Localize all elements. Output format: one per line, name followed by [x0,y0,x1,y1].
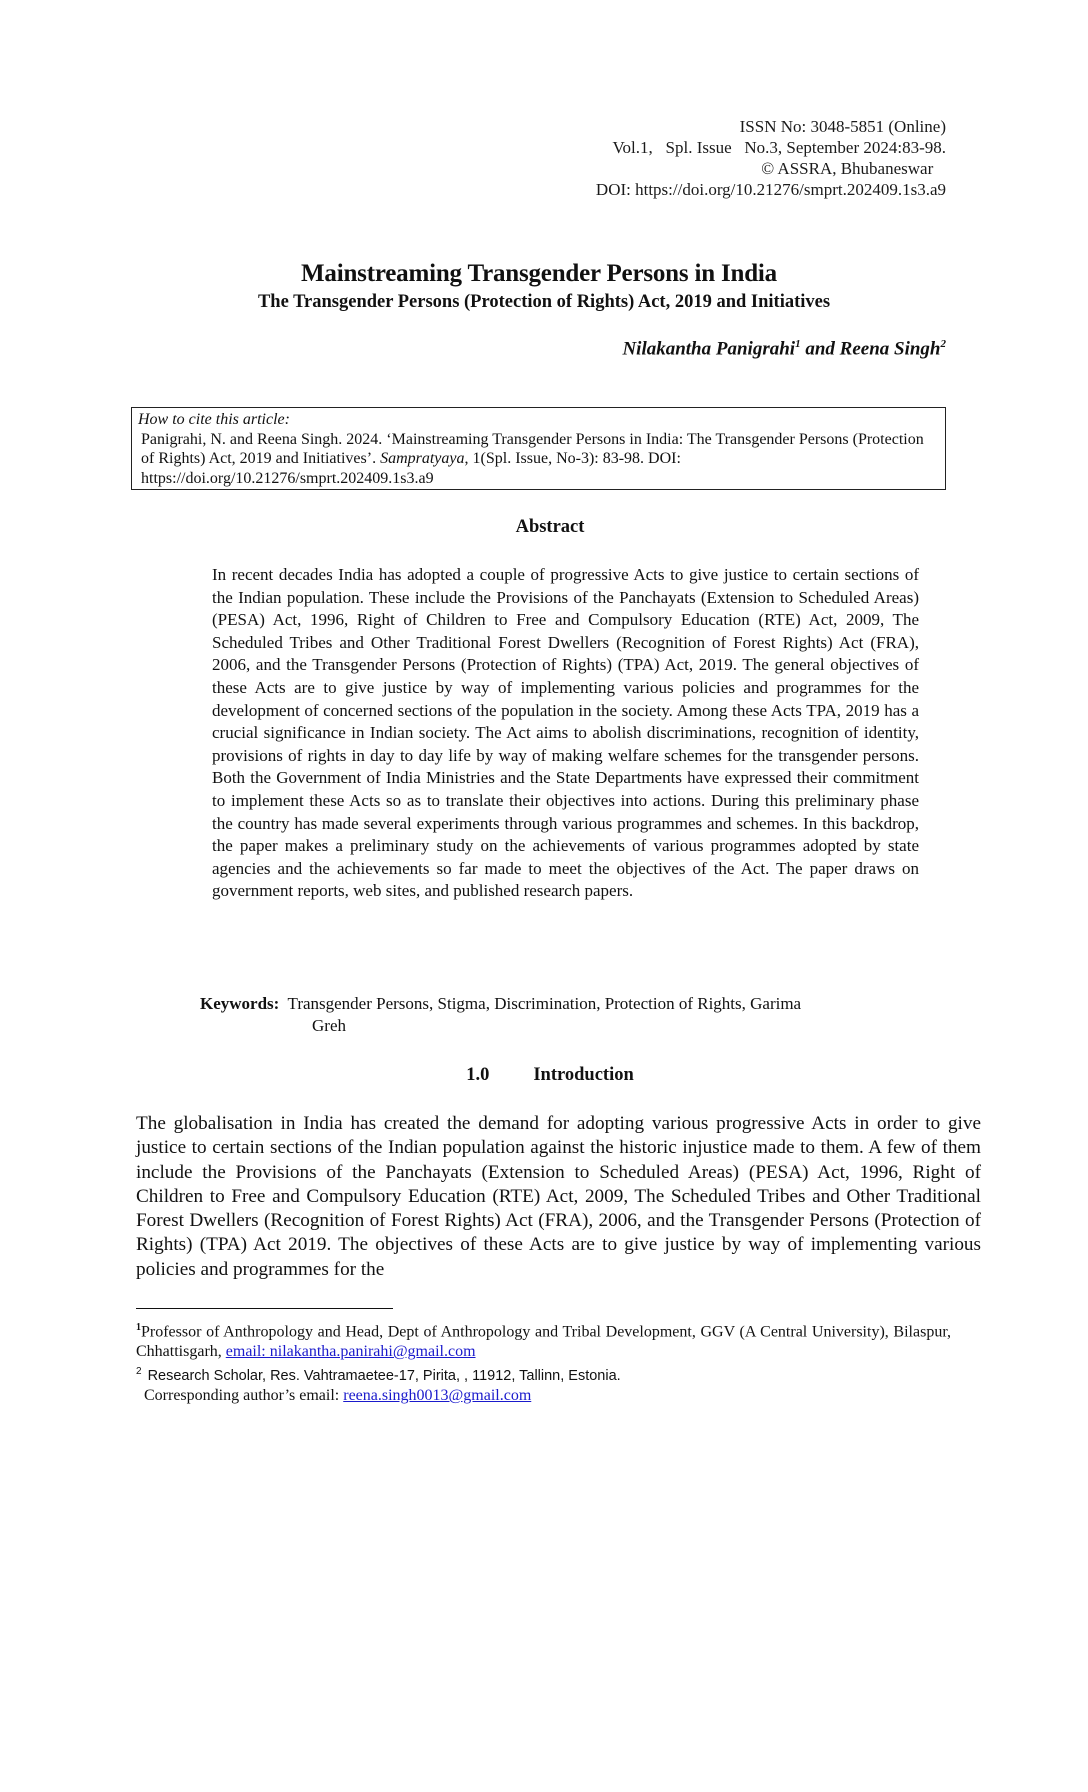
footnote-1 [136,1318,951,1362]
volume-info: Vol.1, Spl. Issue No.3, September 2024:83-98. [612,138,946,157]
corresponding-author-email-link[interactable]: reena.singh0013@gmail.com [343,1387,532,1405]
keywords-line-2: Greh [312,1016,346,1035]
authors [622,338,946,360]
citation-journal: Sampratyaya [380,450,465,467]
author-1: Nilakantha Panigrahi [622,338,796,360]
section-heading-introduction [0,1065,1088,1086]
footnotes [136,1318,951,1406]
publisher: © ASSRA, Bhubaneswar [761,159,946,178]
keywords-line-1: Transgender Persons, Stigma, Discrimination, Protection of Rights, Garima [287,994,802,1013]
footnote-1-mark: 1 [136,1322,141,1333]
abstract-body: In recent decades India has adopted a couple of progressive Acts to give justice to certain sections of the Indian population. These include the Provisions of the Panchayats (Extension to Scheduled Areas) (PESA) Act, 1996, Right of Children to Free and Compulsory Education (RTE) Act, 2009, The Scheduled Tribes and Other Traditional Forest Dwellers (Recognition of Forest Rights) Act (FRA), 2006, and the Transgender Persons (Protection of Rights) (TPA) Act, 2019. The general objectives of these Acts are to give justice by way of implementing various policies and programmes for the development of concerned sections of the population in the society. Among these Acts TPA, 2019 has a crucial significance in Indian society. The Act aims to abolish discriminations, recognition of identity, provisions of rights in day to day life by way of making welfare schemes for the transgender persons. Both the Government of India Ministries and the State Departments have expressed their commitment to implement these Acts so as to translate their objectives into actions. During this preliminary phase the country has made several experiments through various programmes and schemes. In this backdrop, the paper makes a preliminary study on the achievements of various programmes adopted by state agencies and the achievements so far made to meet the objectives of the Act. The paper draws on government reports, web sites, and published research papers. [212,565,919,901]
paper-title-main: Mainstreaming Transgender Persons in India [301,260,777,287]
doi: DOI: https://doi.org/10.21276/smprt.202409.1s3.a9 [595,180,946,199]
citation-text-end: , 1(Spl. Issue, No-3): 83-98. DOI: https://doi.org/10.21276/smprt.202409.1s3.a9 [141,450,681,487]
corresponding-author [136,1386,951,1406]
citation-text-start: Panigrahi, N. and Reena Singh. 2024. ‘Mainstreaming Transgender Persons in India: The Transgender Persons (Protection of Rights) Act, 2019 and Initiatives’. [141,430,924,467]
introduction-body: The globalisation in India has created the demand for adopting various progressive Acts in order to give justice to certain sections of the Indian population against the historic injustice made to them. A few of them include the Provisions of the Panchayats (Extension to Scheduled Areas) (PESA) Act, 1996, Right of Children to Free and Compulsory Education (RTE) Act, 2009, The Scheduled Tribes and Other Traditional Forest Dwellers (Recognition of Forest Rights) Act (FRA), 2006, and the Transgender Persons (Protection of Rights) (TPA) Act 2019. The objectives of these Acts are to give justice by way of implementing various policies and programmes for the [136,1113,981,1280]
footnote-2-mark: 2 [136,1366,142,1378]
paper-title [0,260,1088,288]
citation-label: How to cite this article: [138,411,290,428]
author-2: Reena Singh [839,338,941,360]
journal-header [596,116,946,200]
section-number: 1.0 [466,1065,490,1085]
footnote-1-text: Professor of Anthropology and Head, Dept of Anthropology and Tribal Development, GGV (A Central University), Bilaspur, Chhattisgarh, [136,1323,951,1361]
citation-text [138,430,939,489]
footnote-2 [136,1362,951,1386]
abstract-heading: Abstract [515,517,585,537]
author-connector: and [800,338,840,360]
author-1-email-link[interactable]: email: nilakantha.panirahi@gmail.com [225,1343,476,1361]
author-1-affiliation-mark: 1 [795,338,801,350]
footnote-separator [136,1308,393,1309]
issn: ISSN No: 3048-5851 (Online) [739,117,946,136]
author-2-affiliation-mark: 2 [940,338,946,350]
paper-subtitle: The Transgender Persons (Protection of Rights) Act, 2019 and Initiatives [257,292,831,312]
footnote-2-text: Research Scholar, Res. Vahtramaetee-17, Pirita, , 11912, Tallinn, Estonia. [147,1368,621,1385]
corresponding-author-label: Corresponding author’s email: [144,1387,344,1405]
keywords-label: Keywords: [200,994,280,1013]
section-title: Introduction [533,1065,634,1085]
keywords [200,993,920,1037]
citation-box [131,407,946,490]
